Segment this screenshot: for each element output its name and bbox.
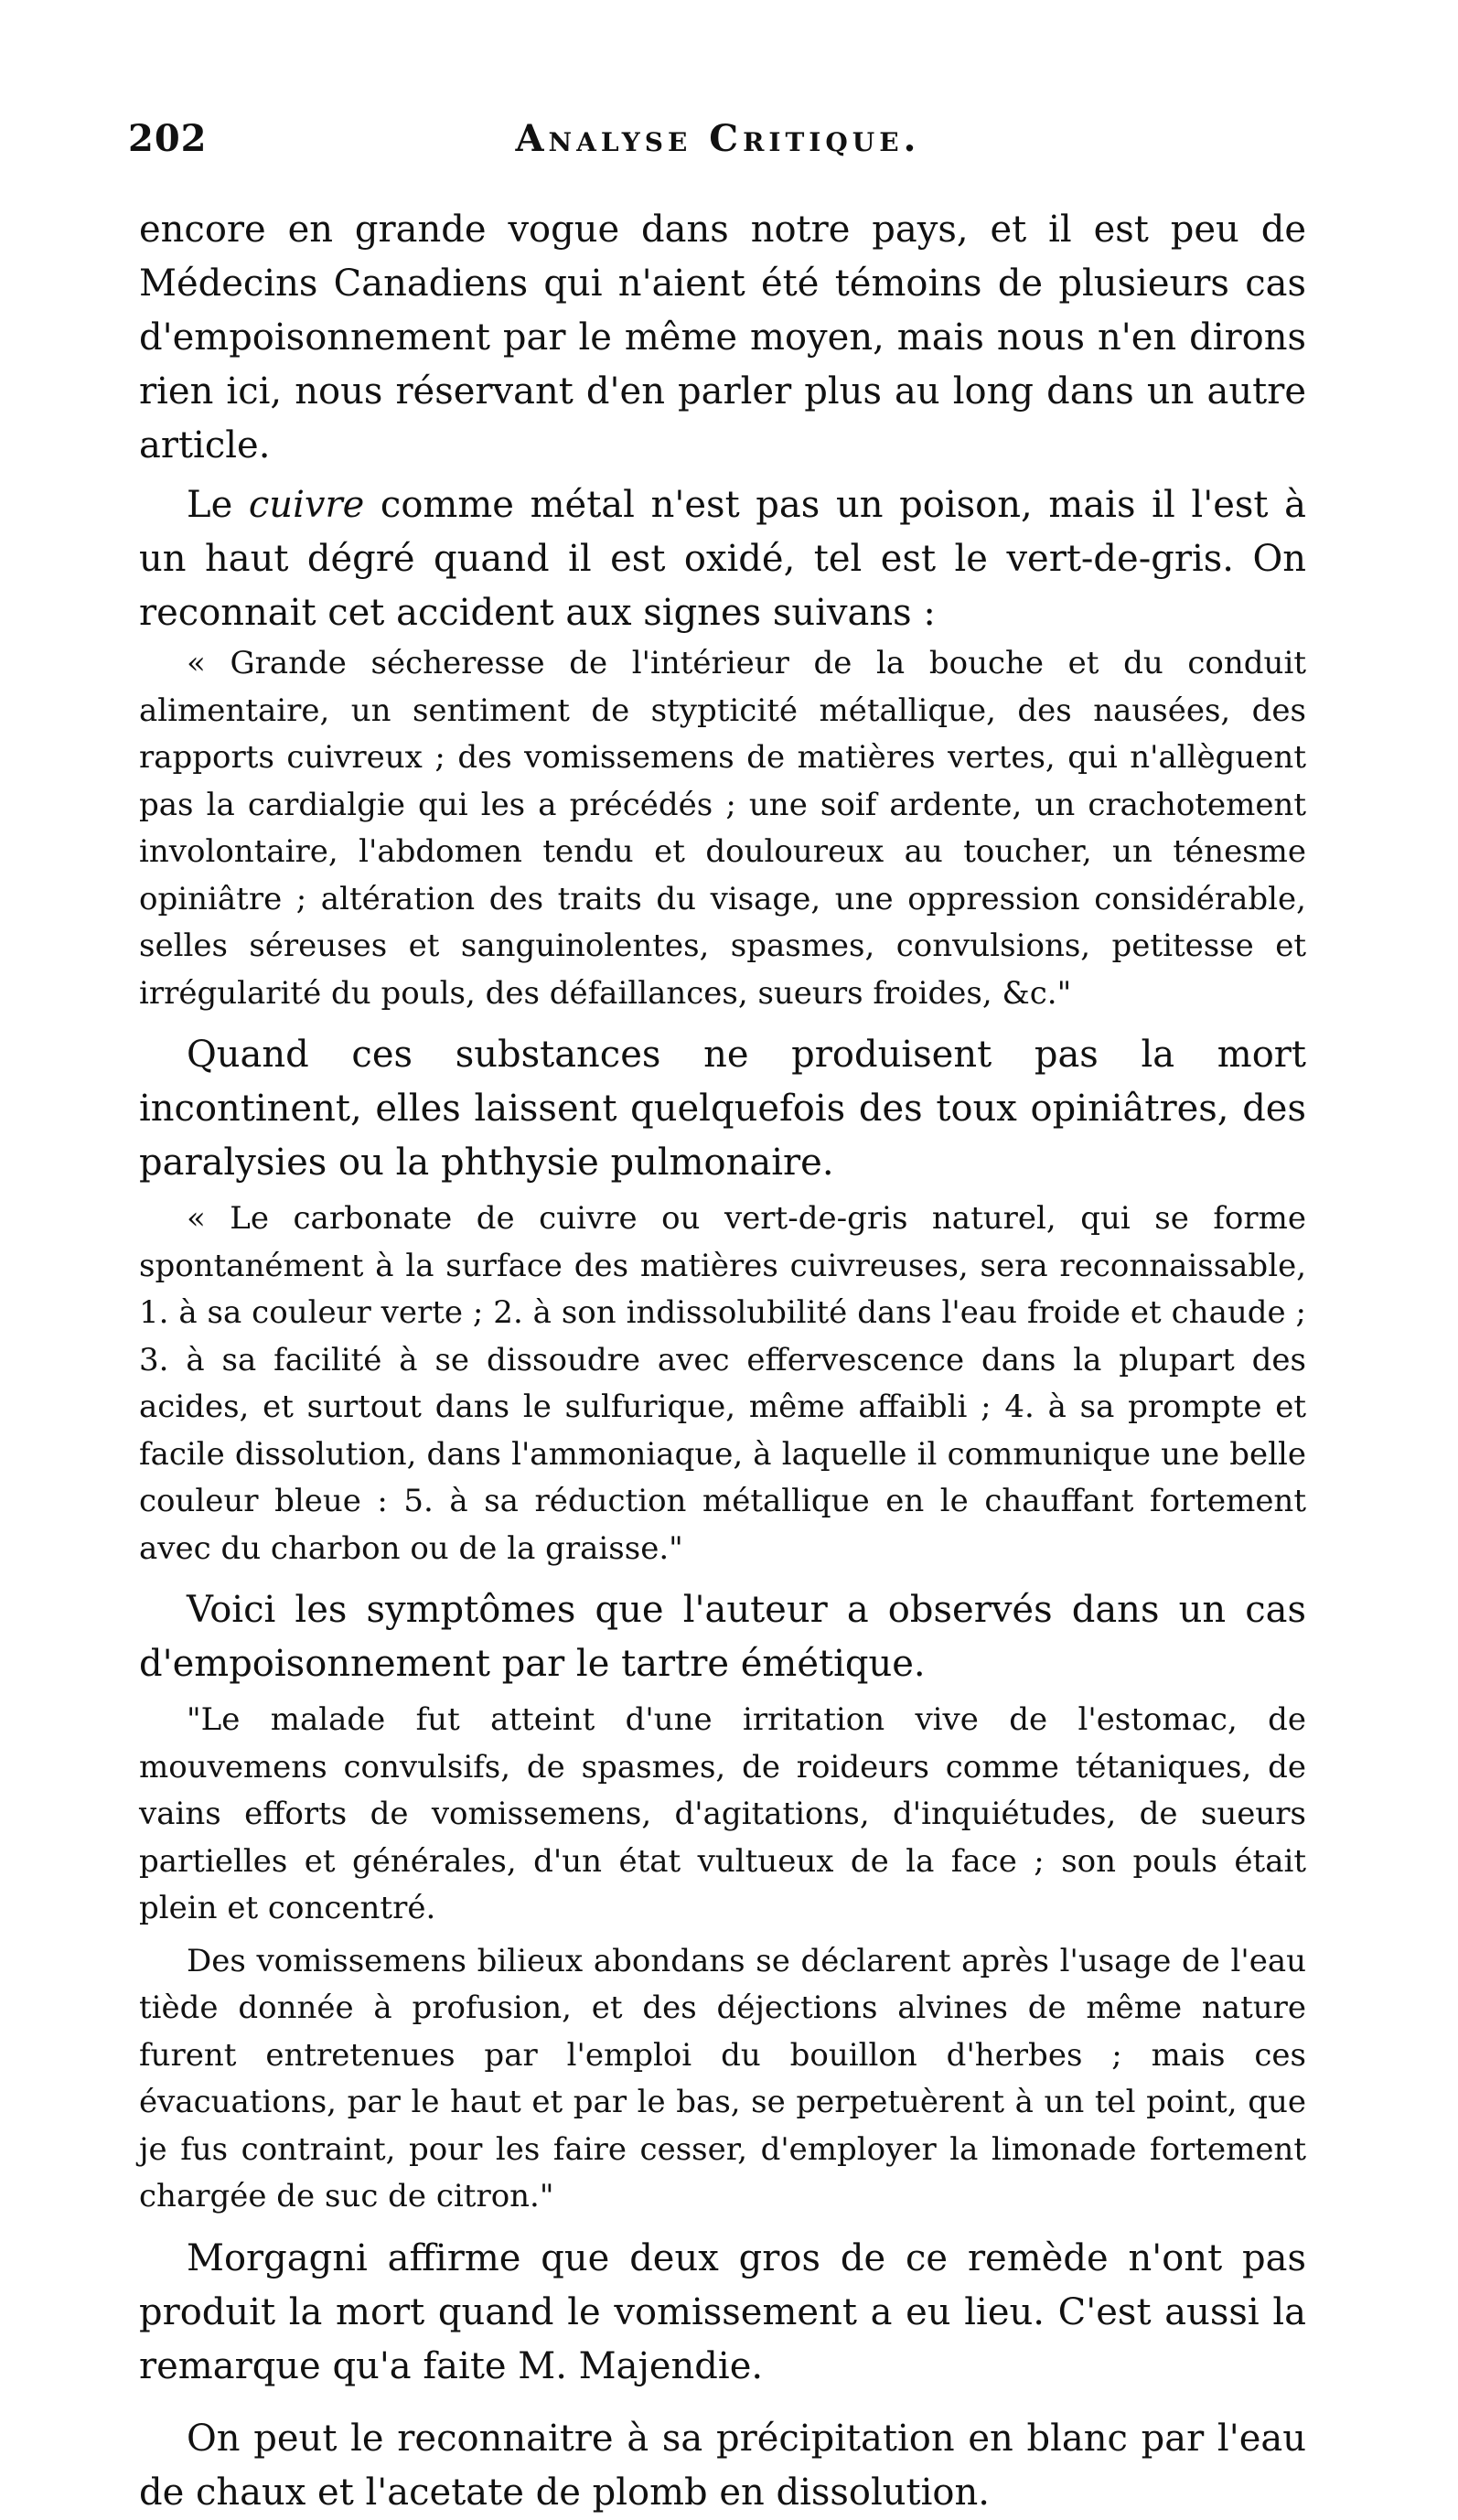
page-number: 202 — [128, 117, 208, 160]
paragraph-morgagni: Morgagni affirme que deux gros de ce remède n'ont pas produit la mort quand le vomissement a eu lieu. C'est aussi la remarque qu'a faite M. Majendie. — [139, 2236, 1306, 2387]
body-text — [139, 203, 1306, 2520]
paragraph-copper-start: Le — [187, 484, 249, 526]
paragraph-copper-end: comme métal n'est pas un poison, mais il l'est à un haut dégré quand il est oxidé, tel est le vert-de-gris. On reconnait cet accident aux signes suivans : — [139, 484, 1306, 634]
quote-patient-symptoms: "Le malade fut atteint d'une irritation vive de l'estomac, de mouvemens convulsifs, de spasmes, de roideurs comme tétaniques, de vains efforts de vomissemens, d'agitations, d'inquiétudes, de sueurs partielles et générales, d'un état vultueux de la face ; son pouls était plein et concentré. — [139, 1701, 1306, 1926]
running-head — [128, 117, 1308, 172]
quote-verdigris-identification: « Le carbonate de cuivre ou vert-de-gris naturel, qui se forme spontanément à la surface des matières cuivreuses, sera reconnaissable, 1. à sa couleur verte ; 2. à son indissolubilité dans l'eau froide et chaude ; 3. à sa facilité à se dissoudre avec effervescence dans la plupart des acides, et surtout dans le sulfurique, même affaibli ; 4. à sa prompte et facile dissolution, dans l'ammoniaque, à laquelle il communique une belle couleur bleue : 5. à sa réduction métallique en le chauffant fortement avec du charbon ou de la graisse." — [139, 1200, 1306, 1567]
paragraph-copper-italic-term: cuivre — [248, 484, 365, 526]
quote-patient-treatment: Des vomissemens bilieux abondans se déclarent après l'usage de l'eau tiède donnée à profusion, et des déjections alvines de même nature furent entretenues par l'emploi du bouillon d'herbes ; mais ces évacuations, par le haut et par le bas, se perpetuèrent à un tel point, que je fus contraint, pour les faire cesser, d'employer la limonade fortement chargée de suc de citron." — [139, 1942, 1306, 2214]
quote-copper-symptoms: « Grande sécheresse de l'intérieur de la bouche et du conduit alimentaire, un sentiment de stypticité métallique, des nausées, des rapports cuivreux ; des vomissemens de matières vertes, qui n'allèguent pas la cardialgie qui les a précédés ; une soif ardente, un crachotement involontaire, l'abdomen tendu et douloureux au toucher, un ténesme opiniâtre ; altération des traits du visage, une oppression considérable, selles séreuses et sanguinolentes, spasmes, convulsions, petitesse et irrégularité du pouls, des défaillances, sueurs froides, &c." — [139, 645, 1306, 1012]
paragraph-continuation: encore en grande vogue dans notre pays, et il est peu de Médecins Canadiens qui n'aient été témoins de plusieurs cas d'empoisonnement par le même moyen, mais nous n'en dirons rien ici, nous réservant d'en parler plus au long dans un autre article. — [139, 209, 1306, 466]
paragraph-detection: On peut le reconnaitre à sa précipitation en blanc par l'eau de chaux et l'acetate de plomb en dissolution. — [139, 2417, 1306, 2514]
paragraph-emetic-case: Voici les symptômes que l'auteur a observés dans un cas d'empoisonnement par le tartre émétique. — [139, 1589, 1306, 1685]
running-title: Analyse Critique. — [515, 117, 921, 160]
paragraph-copper — [139, 478, 1306, 640]
paragraph-consequences: Quand ces substances ne produisent pas la mort incontinent, elles laissent quelquefois des toux opiniâtres, des paralysies ou la phthysie pulmonaire. — [139, 1034, 1306, 1184]
